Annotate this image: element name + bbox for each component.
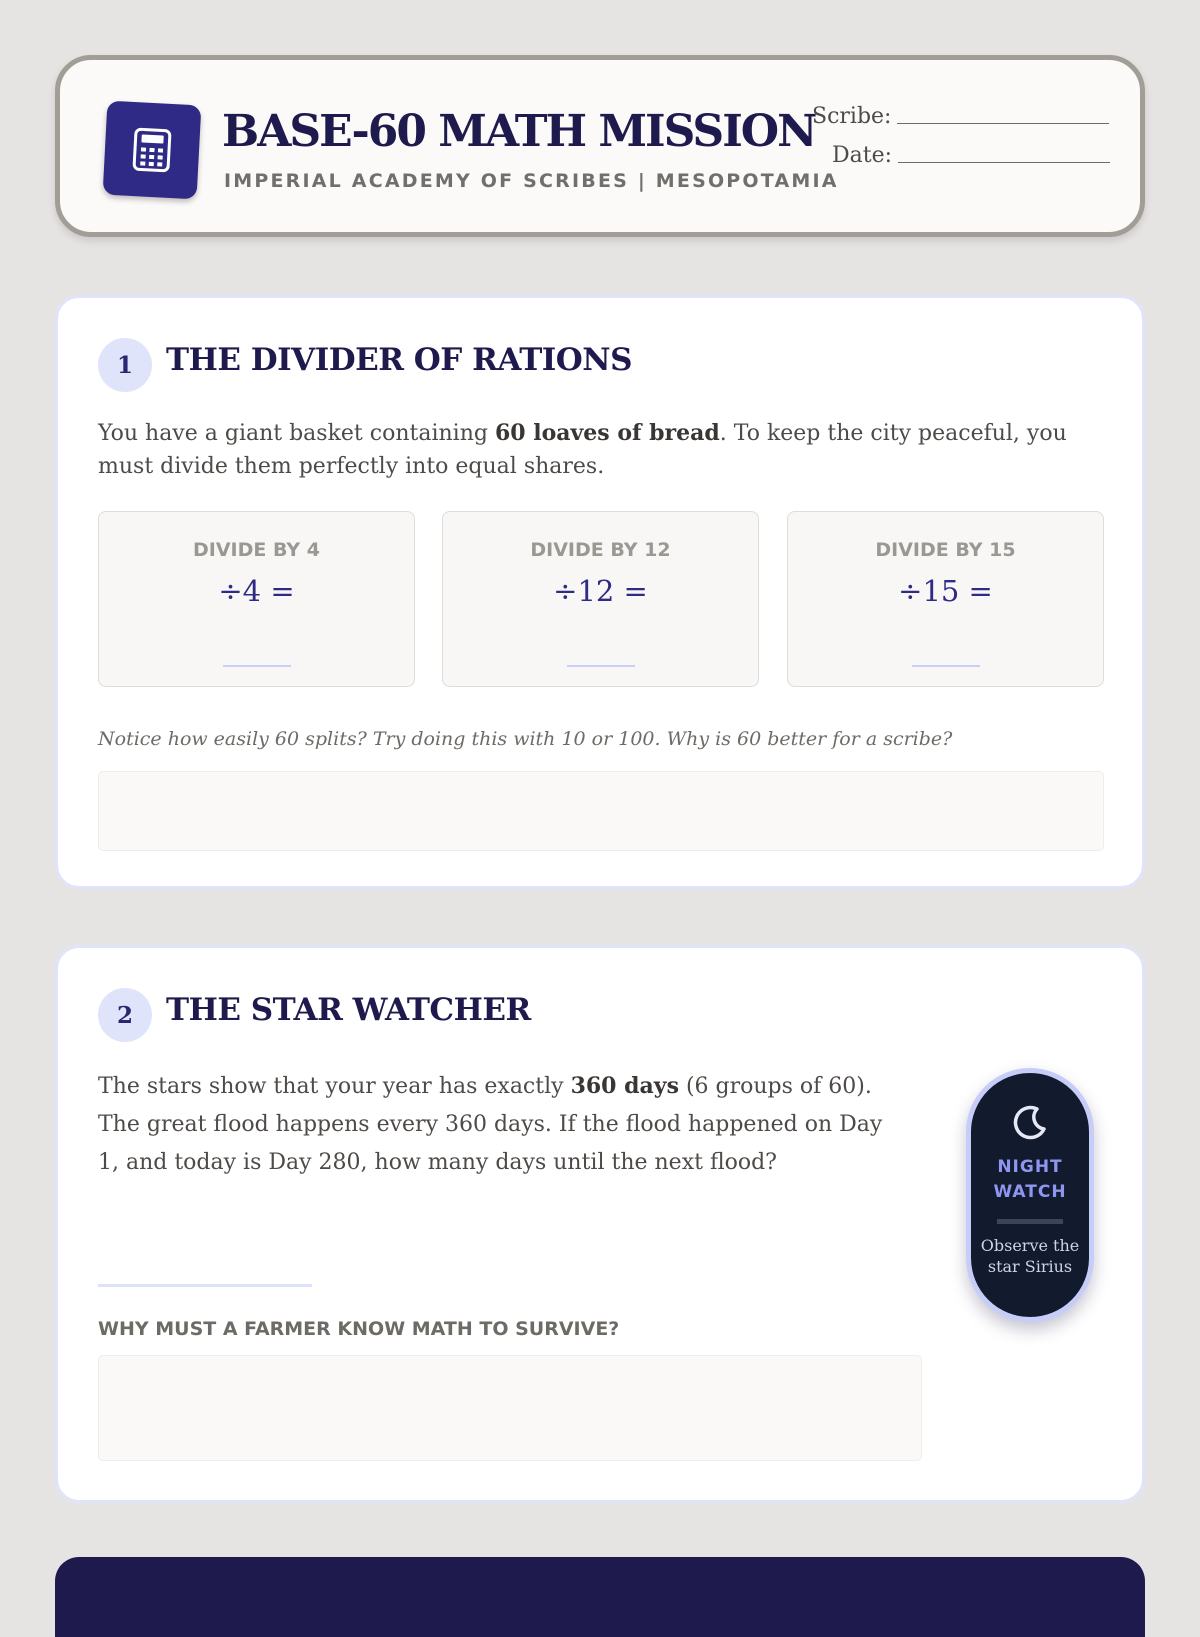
section-title: THE DIVIDER OF RATIONS bbox=[166, 342, 633, 378]
divider bbox=[997, 1219, 1063, 1224]
page-subtitle: IMPERIAL ACADEMY OF SCRIBES | MESOPOTAMIA bbox=[224, 170, 839, 192]
division-answer-line[interactable] bbox=[223, 665, 291, 667]
footer-section bbox=[55, 1557, 1145, 1637]
night-watch-title-line: NIGHT bbox=[997, 1157, 1063, 1177]
question-label: WHY MUST A FARMER KNOW MATH TO SURVIVE? bbox=[98, 1318, 620, 1340]
division-box bbox=[787, 511, 1104, 687]
worksheet-header bbox=[55, 55, 1145, 237]
section-text bbox=[98, 1067, 903, 1182]
night-watch-description: Observe the star Sirius bbox=[980, 1236, 1080, 1276]
division-boxes bbox=[98, 511, 1104, 687]
text-bold: 60 loaves of bread bbox=[494, 420, 720, 446]
division-box bbox=[98, 511, 415, 687]
division-expression: ÷12 = bbox=[553, 574, 648, 608]
text-bold: 360 days bbox=[570, 1073, 679, 1099]
calculator-icon bbox=[103, 101, 202, 200]
night-watch-title bbox=[971, 1155, 1089, 1205]
night-watch-title-line: WATCH bbox=[993, 1182, 1067, 1202]
moon-icon bbox=[1010, 1103, 1050, 1143]
question-answer-box[interactable] bbox=[98, 1355, 922, 1461]
page-title: BASE-60 MATH MISSION bbox=[222, 106, 816, 157]
text-part: . To keep the city peaceful, you must divide them perfectly into equal shares. bbox=[98, 421, 1067, 479]
section-title: THE STAR WATCHER bbox=[166, 992, 531, 1028]
date-field[interactable] bbox=[832, 143, 1110, 168]
section-text bbox=[98, 417, 1103, 483]
division-box-label: DIVIDE BY 4 bbox=[192, 539, 321, 561]
section-divider-of-rations bbox=[55, 295, 1145, 889]
scribe-input-line[interactable] bbox=[897, 123, 1109, 124]
reflection-prompt: Notice how easily 60 splits? Try doing this with 10 or 100. Why is 60 better for a scribe? bbox=[98, 728, 953, 750]
text-part: (6 groups of 60). The great flood happens every 360 days. If the flood happened on Day 1, and today is Day 280, how many days until the next flood? bbox=[98, 1074, 883, 1175]
division-expression: ÷15 = bbox=[898, 574, 993, 608]
night-watch-badge bbox=[966, 1068, 1094, 1322]
division-answer-line[interactable] bbox=[912, 665, 980, 667]
text-part: You have a giant basket containing bbox=[98, 421, 495, 446]
division-box-label: DIVIDE BY 12 bbox=[530, 539, 671, 561]
section-star-watcher bbox=[55, 945, 1145, 1503]
division-box-label: DIVIDE BY 15 bbox=[875, 539, 1016, 561]
date-input-line[interactable] bbox=[898, 162, 1110, 163]
days-answer-line[interactable] bbox=[98, 1284, 312, 1287]
scribe-label: Scribe: bbox=[812, 104, 892, 129]
date-label: Date: bbox=[832, 143, 893, 168]
scribe-field[interactable] bbox=[812, 104, 1109, 129]
section-number-badge: 2 bbox=[98, 988, 152, 1042]
reflection-answer-box[interactable] bbox=[98, 771, 1104, 851]
section-number-badge: 1 bbox=[98, 338, 152, 392]
division-expression: ÷4 = bbox=[218, 574, 295, 608]
division-answer-line[interactable] bbox=[567, 665, 635, 667]
text-part: The stars show that your year has exactly bbox=[98, 1074, 571, 1099]
division-box bbox=[442, 511, 759, 687]
